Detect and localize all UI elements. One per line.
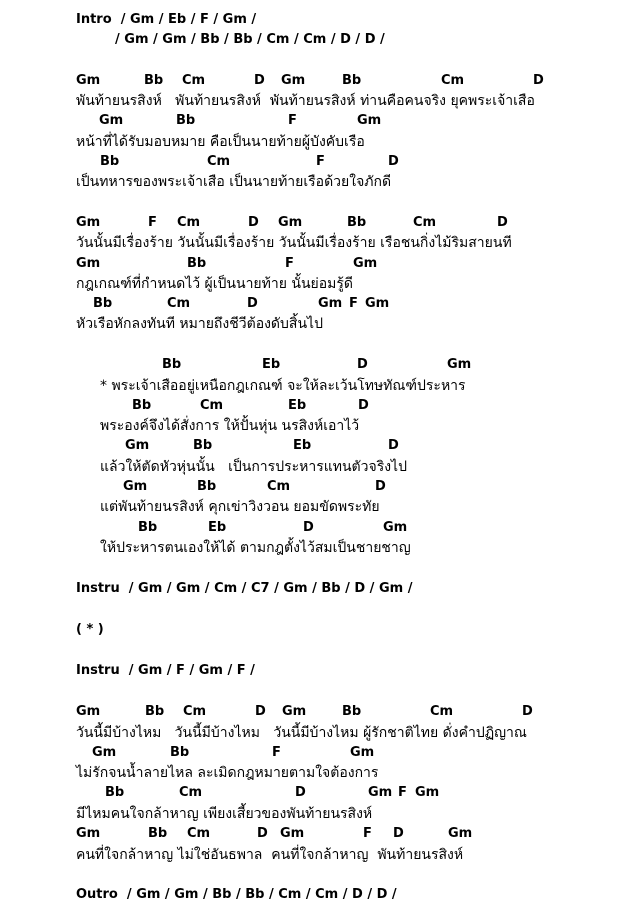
chord-line	[0, 294, 620, 314]
intro-progression-cont: / Gm / Gm / Bb / Bb / Cm / Cm / D / D /	[115, 32, 385, 47]
lyric: แต่พันท้ายนรสิงห์ คุกเข่าวิงวอน ยอมขัดพระทัย	[100, 499, 380, 515]
chord: D	[533, 73, 544, 88]
chord: Bb	[197, 479, 217, 494]
chord: Gm	[368, 785, 393, 800]
chord: Gm	[76, 215, 101, 230]
chord-line	[0, 743, 620, 763]
chord-line	[0, 71, 620, 91]
lyric-line	[0, 172, 620, 192]
chord-line	[0, 436, 620, 456]
chord: Gm	[76, 73, 101, 88]
chord: F	[148, 215, 157, 230]
chord: Cm	[207, 154, 231, 169]
chord: Bb	[105, 785, 125, 800]
chord: Gm	[99, 113, 124, 128]
chord: Gm	[281, 73, 306, 88]
chord: Bb	[187, 256, 207, 271]
chord: D	[257, 826, 268, 841]
chord: Gm	[125, 438, 150, 453]
chord: Gm	[76, 826, 101, 841]
lyric: พันท้ายนรสิงห์ พันท้ายนรสิงห์ พันท้ายนรสิงห์ ท่านคือคนจริง ยุคพระเจ้าเสือ	[76, 93, 535, 109]
lyric-line	[0, 763, 620, 783]
intro-line-1	[0, 10, 620, 30]
chord: Bb	[93, 296, 113, 311]
chord: F	[398, 785, 407, 800]
chord: Cm	[182, 73, 206, 88]
chord: Cm	[430, 704, 454, 719]
lyric: หัวเรือหักลงทันที หมายถึงชีวีต้องดับสิ้นไป	[76, 316, 323, 332]
lyric: * พระเจ้าเสืออยู่เหนือกฎเกณฑ์ จะให้ละเว้นโทษทัณฑ์ประหาร	[100, 378, 466, 394]
chord: Bb	[145, 704, 165, 719]
chord: Bb	[132, 398, 152, 413]
chord: Bb	[342, 73, 362, 88]
lyric: คนที่ใจกล้าหาญ ไม่ใช่อันธพาล คนที่ใจกล้าหาญ พันท้ายนรสิงห์	[76, 847, 464, 863]
lyric: ไม่รักจนน้ำลายไหล ละเมิดกฎหมายตามใจต้องการ	[76, 765, 379, 781]
chord: Gm	[448, 826, 473, 841]
chord: D	[357, 357, 368, 372]
chord-line	[0, 518, 620, 538]
chord: F	[285, 256, 294, 271]
chord: Gm	[350, 745, 375, 760]
chord-line	[0, 824, 620, 844]
chord: F	[272, 745, 281, 760]
chord: Cm	[187, 826, 211, 841]
chord: Cm	[179, 785, 203, 800]
lyric-line	[0, 538, 620, 558]
repeat-line	[0, 620, 620, 640]
chord: F	[349, 296, 358, 311]
lyric-line	[0, 132, 620, 152]
chord: D	[388, 154, 399, 169]
chord: Cm	[267, 479, 291, 494]
chord-line	[0, 396, 620, 416]
lyric-line	[0, 274, 620, 294]
chord-line	[0, 477, 620, 497]
chord: Bb	[347, 215, 367, 230]
intro-progression: Intro / Gm / Eb / F / Gm /	[76, 12, 257, 27]
lyric-line	[0, 804, 620, 824]
chord: Bb	[193, 438, 213, 453]
chord: Gm	[447, 357, 472, 372]
chord-line	[0, 254, 620, 274]
chord: Gm	[357, 113, 382, 128]
chord: Gm	[282, 704, 307, 719]
chord: Bb	[162, 357, 182, 372]
chord: Eb	[262, 357, 281, 372]
lyric: พระองค์จึงได้สั่งการ ให้ปั้นหุ่น นรสิงห์เอาไว้	[100, 418, 360, 434]
chord: D	[375, 479, 386, 494]
chord-line	[0, 355, 620, 375]
lyric: หน้าที่ได้รับมอบหมาย คือเป็นนายท้ายผู้บังคับเรือ	[76, 134, 365, 150]
chord: Cm	[441, 73, 465, 88]
lyric-line	[0, 723, 620, 743]
chord: Gm	[318, 296, 343, 311]
chord: D	[358, 398, 369, 413]
outro-line	[0, 885, 620, 905]
chord: D	[247, 296, 258, 311]
chord-line	[0, 702, 620, 722]
chord: Gm	[353, 256, 378, 271]
chord: D	[393, 826, 404, 841]
chord: Cm	[200, 398, 224, 413]
lyric-line	[0, 457, 620, 477]
chord: D	[255, 704, 266, 719]
chord: Gm	[415, 785, 440, 800]
lyric-line	[0, 497, 620, 517]
chord: Gm	[123, 479, 148, 494]
chord: Gm	[92, 745, 117, 760]
chord: Gm	[76, 256, 101, 271]
chord: Bb	[100, 154, 120, 169]
chord: Gm	[278, 215, 303, 230]
chord: D	[388, 438, 399, 453]
chord-line	[0, 111, 620, 131]
lyric: แล้วให้ตัดหัวหุ่นนั้น เป็นการประหารแทนตัวจริงไป	[100, 459, 407, 475]
lyric-line	[0, 314, 620, 334]
chord: F	[288, 113, 297, 128]
lyric: มีไหมคนใจกล้าหาญ เพียงเสี้ยวของพันท้ายนรสิงห์	[76, 806, 373, 822]
chord: Cm	[177, 215, 201, 230]
chord-line	[0, 213, 620, 233]
lyric-line	[0, 233, 620, 253]
lyric: วันนั้นมีเรื่องร้าย วันนั้นมีเรื่องร้าย วันนั้นมีเรื่องร้าย เรือชนกิ่งไม้ริมสายนที	[76, 235, 512, 251]
chord: D	[497, 215, 508, 230]
chord: D	[303, 520, 314, 535]
lyric: ให้ประหารตนเองให้ได้ ตามกฎตั้งไว้สมเป็นชายชาญ	[100, 540, 411, 556]
chord: Bb	[176, 113, 196, 128]
instru-line	[0, 579, 620, 599]
chord-line	[0, 783, 620, 803]
chord: Gm	[280, 826, 305, 841]
instrumental-progression-2: Instru / Gm / F / Gm / F /	[76, 663, 255, 678]
lyric-line	[0, 91, 620, 111]
instru-line	[0, 661, 620, 681]
chord: F	[316, 154, 325, 169]
chord: Bb	[138, 520, 158, 535]
chord: Eb	[288, 398, 307, 413]
lyric-line	[0, 416, 620, 436]
chord: Cm	[167, 296, 191, 311]
chord-line	[0, 152, 620, 172]
lyric: เป็นทหารของพระเจ้าเสือ เป็นนายท้ายเรือด้วยใจภักดี	[76, 174, 392, 190]
chord: Cm	[413, 215, 437, 230]
repeat-marker: ( * )	[76, 622, 104, 637]
lyric-line	[0, 376, 620, 396]
chord: Bb	[144, 73, 164, 88]
intro-line-2	[0, 30, 620, 50]
chord: Bb	[148, 826, 168, 841]
chord: Gm	[383, 520, 408, 535]
chord: D	[522, 704, 533, 719]
instrumental-progression: Instru / Gm / Gm / Cm / C7 / Gm / Bb / D / Gm /	[76, 581, 413, 596]
chord: D	[254, 73, 265, 88]
chord: Gm	[76, 704, 101, 719]
chord: Eb	[208, 520, 227, 535]
chord: D	[295, 785, 306, 800]
lyric: วันนี้มีบ้างไหม วันนี้มีบ้างไหม วันนี้มีบ้างไหม ผู้รักชาติไทย ดั่งคำปฏิญาณ	[76, 725, 527, 741]
lyric: กฎเกณฑ์ที่กำหนดไว้ ผู้เป็นนายท้าย นั้นย่อมรู้ดี	[76, 276, 353, 292]
lyric-line	[0, 845, 620, 865]
chord: D	[248, 215, 259, 230]
chord: Bb	[342, 704, 362, 719]
chord: F	[363, 826, 372, 841]
chord: Gm	[365, 296, 390, 311]
outro-progression: Outro / Gm / Gm / Bb / Bb / Cm / Cm / D / D /	[76, 887, 397, 902]
chord: Eb	[293, 438, 312, 453]
chord: Bb	[170, 745, 190, 760]
chord: Cm	[183, 704, 207, 719]
